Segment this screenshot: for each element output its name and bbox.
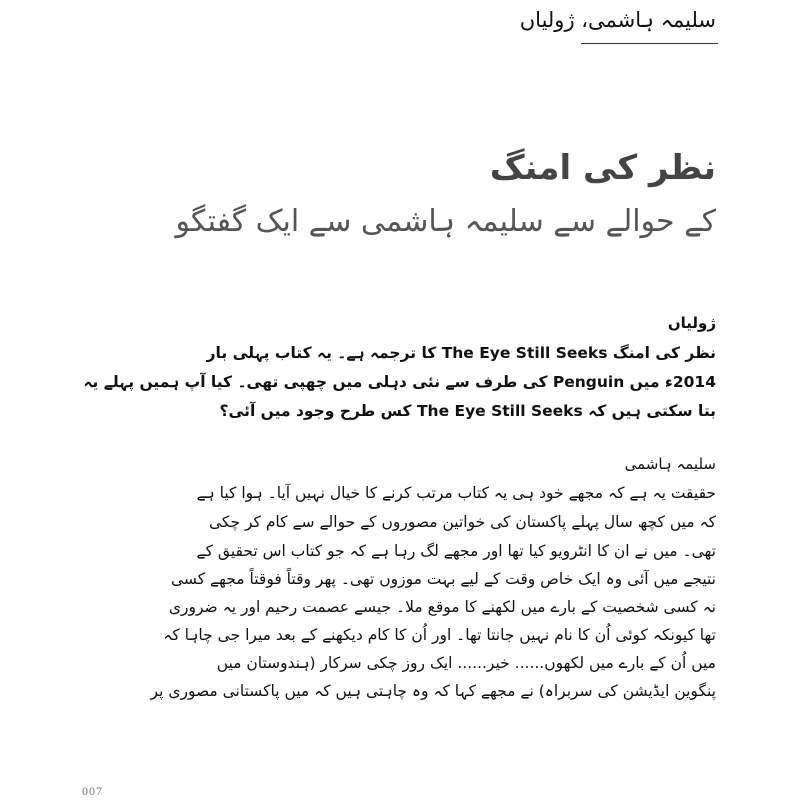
question-speaker: ژولیاں [667,314,716,332]
question-line: بتا سکتی ہیں کہ The Eye Still Seeks کس طرح وجود میں آئی؟ [219,402,716,420]
answer-line: نتیجے میں آئی وہ ایک خاص وقت کے لیے بہت موزوں تھی۔ پھر وقتاً فوقتاً مجھے کسی [171,570,716,588]
answer-line: تھی۔ میں نے ان کا انٹرویو کیا تھا اور مجھے لگ رہا ہے کہ جو کتاب اس تحقیق کے [196,542,716,560]
question-line: 2014ء میں Penguin کی طرف سے نئی دہلی میں چھپی تھی۔ کیا آپ ہمیں پہلے یہ [83,373,716,391]
question-line: نظر کی امنگ The Eye Still Seeks کا ترجمہ ہے۔ یہ کتاب پہلی بار [206,344,716,362]
answer-line: پنگوین ایڈیشن کی سربراہ) نے مجھے کہا کہ وہ چاہتی ہیں کہ میں پاکستانی مصوری پر [150,682,716,700]
answer-line: حقیقت یہ ہے کہ مجھے خود ہی یہ کتاب مرتب کرنے کا خیال نہیں آیا۔ ہوا کیا ہے [196,484,716,502]
answer-line: نہ کسی شخصیت کے بارے میں لکھنے کا موقع ملا۔ جیسے عصمت رحیم اور یہ ضروری [168,598,716,616]
answer-speaker: سلیمہ ہاشمی [624,455,716,473]
chapter-subtitle: کے حوالے سے سلیمہ ہاشمی سے ایک گفتگو [175,204,716,239]
header-rule [581,43,718,44]
answer-line: کہ میں کچھ سال پہلے پاکستان کی خواتین مصوروں کے حوالے سے کام کر چکی [208,513,716,531]
chapter-title: نظر کی امنگ [489,148,716,188]
answer-line: میں اُن کے بارے میں لکھوں...... خیر...... ایک روز چکی سرکار (ہندوستان میں [216,654,716,672]
running-header: سلیمہ ہاشمی، ژولیاں [519,8,716,32]
page-number: 007 [82,784,103,798]
answer-line: تھا کیونکہ کوئی اُن کا نام نہیں جانتا تھا۔ اور اُن کا کام دیکھنے کے بعد میرا جی چاہا کہ [163,626,716,644]
